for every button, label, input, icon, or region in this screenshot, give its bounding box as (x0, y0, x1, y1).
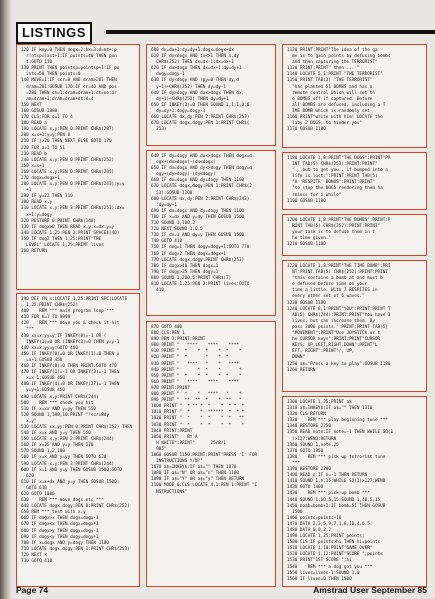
code-line: me is to gain points by defusing bombs (287, 54, 391, 60)
code-line: 550 LOCATE x,y:PEN 2:PRINT CHR$(244) (21, 437, 115, 443)
code-line: "...but to get you.. if bumped into a (287, 168, 388, 174)
code-line: NSTRUCTIONS" (151, 489, 188, 495)
code-line: +1 (21, 188, 32, 194)
code-line: e BOMBS off if captured. Before (287, 96, 373, 102)
header-rule (106, 30, 435, 34)
code-line: 650 IF INKEY(3)=0 THEN SOUND 1,1,1,0,6 (151, 102, 250, 108)
code-line: 120 IF key=0 THEN dogx=2:bx=3:d=mt+:p (21, 48, 117, 53)
code-line: your task is to defuse them in t (287, 230, 375, 236)
code-line: 1200 LOCATE 1,8:PRINT"THE BOMBS":PRINT:P (287, 218, 391, 223)
code-line: 1230 GOSUB 1180 (287, 300, 326, 306)
code-line: 690 IF dx=dogx AND dy=dogy THEN 1100 (151, 208, 245, 214)
code-line: 1240 LOCATE 8,1:PRINT"YOU":PRINT:PRINT T (287, 306, 391, 312)
code-line: 1130 PRINT:PRINT" then ... " (287, 66, 360, 72)
code-line: 680 IF dogy>y THEN dogy=dogy-1 (21, 528, 99, 534)
code-line: 660 LOCATE dx,dy:PEN 2:PRINT CHR$(253) (151, 115, 250, 121)
code-line: 1090 IF a$="Y" OR a$="y" THEN RETURN (151, 477, 245, 483)
code-line: 470 IF INKEY(1)=-1 OR INKEY(3)=-1 THEN (21, 370, 120, 376)
code-line: 760 IF dog=2 THEN dogx=dogx+1 (151, 251, 227, 257)
code-line: 410 FOR k=1 TO 9999 (21, 315, 71, 321)
code-line: 270 dogx=dogx+1 (21, 175, 60, 181)
code-line: x=x-1:GOSUB 450 (21, 376, 65, 382)
code-line: =280 THEN ch=1:dram=dram+1:dt=oe:dr (21, 90, 117, 96)
code-line: 500 REM *** check you hit (21, 400, 94, 406)
code-line: 680 LOCATE dx,dy:PEN 2:PRINT CHR$(243) (151, 196, 250, 202)
code-line: 490 LOCATE x,y:PRINT CHR$(244) (21, 394, 99, 400)
code-line: every other set of 6 waves." (287, 294, 365, 300)
code-line: 130 PRINT THEN pointsp=pointsp+1:IF po (21, 66, 120, 72)
code-line: dram=281:GOSUB 170:IF cr=40 AND pos (21, 84, 117, 90)
code-line: 900 PRINT " **** **** **** (151, 343, 239, 349)
code-line: 230 READ b (21, 151, 47, 157)
code-line: 410 (151, 288, 164, 294)
code-line: 1500 (287, 509, 303, 515)
code-line: 670 LOCATE dogx,dogy:PEN 1:PRINT CHR$(2 (151, 184, 252, 190)
code-line: 1390 RESTORE 2280 (287, 467, 331, 473)
code-line: 1350 READ note:IF note=-1 THEN WHILE SQ(1 (287, 430, 394, 436)
code-line: 260 LOCATE x,y:PEN 0:PRINT CHR$(205) (21, 169, 115, 175)
code-line: 520 SOUND 1,100,10:PRINT "!scr=8dy (21, 412, 109, 418)
code-line: 700 IF x=dx AND y=dy THEN GOSUB 1500 (151, 214, 245, 220)
code-line: 1330 REM *** play beginning tune *** (287, 418, 388, 424)
listing-box (282, 44, 427, 148)
code-line: 1370 GOTO 1350 (287, 448, 324, 454)
section-header (12, 22, 435, 42)
listing-box (282, 214, 427, 256)
code-line: 280 LOCATE x,y:PEN 0:PRINT CHR$(243):y=y (21, 182, 125, 188)
code-line: 460 IF INKEY(8)=0 THEN PRINT:GOTO 470 (21, 364, 117, 370)
code-line: 1080 IF a$="N" OR a$="n" THEN 1100 (151, 471, 239, 477)
code-line: 1220 LOCATE 1,8:PRINT"THE TIME BOMB":PRI (287, 264, 391, 269)
code-line: 1490 LOCATE 1,25:PRINT points; (287, 534, 365, 540)
code-line: 1000 PRINT " * ** * * * * * * (151, 404, 245, 410)
code-line: 1420 GOTO 1400 (287, 485, 324, 491)
code-line: y+1)+CHR$(252) THEN dy=dy-1 (151, 84, 227, 90)
code-line: x,y" (21, 418, 37, 424)
code-line: 360 RETURN (21, 249, 47, 255)
code-line: 720 NEXT k (21, 552, 47, 558)
code-line: "MOVEMENT":PRINT"Use JOYSTICK or t (287, 331, 381, 337)
code-line: *** (21, 327, 34, 333)
code-line: INSTRUCTIONS Y/N?" (151, 459, 203, 465)
code-line: ogy+(dy>dogy)-(dy<dogy) (151, 172, 216, 178)
code-line: 710 LOCATE dogx,dogy:PEN 1:PRINT CHR$(253) (21, 546, 130, 552)
code-line: 670 LOCATE dogx,dogy:PEN 1:PRINT CHR$( (151, 121, 250, 127)
code-line: 1540 REM *** a dog got you *** (287, 564, 373, 570)
code-line: 660 IF dogx>x THEN dogx=dogx-1 (21, 516, 99, 522)
binding-spine (0, 0, 12, 599)
code-line: 890 PEN 3:PRINT:PRINT (151, 337, 206, 343)
code-line: 720 NEXT:SOUND 1,0,5 (151, 227, 203, 233)
code-line: 53):GOSUB 1100 (151, 190, 193, 196)
code-line: 970 PRINT:PRINT (151, 385, 190, 391)
code-line: 340 LOCATE 1,25:PEN 3:PRINT SPACE$(40) (21, 230, 120, 236)
code-line: 990 PRINT " ** ** * * ** * (151, 398, 242, 404)
code-line: 200 x=x+1:y=y:PEN 0 (21, 133, 71, 139)
code-line: 1360 SOUND 1,note,25 (287, 442, 339, 448)
code-line: 670 IF dogx<x THEN dogx=dogx+1 (21, 522, 99, 528)
code-line: "A 'RESPITE' BONUS":PRINT:PRINT" (287, 180, 375, 186)
code-line: 1300 LOCATE 1,25:PRINT a$ (287, 400, 352, 405)
code-line: 420 REM *** move you & check it hit (21, 321, 120, 327)
code-line: dogy=dogy-1 (151, 72, 185, 78)
code-line: 1180 LOCATE 1,8:PRINT"THE DOGS":PRINT"PR (287, 156, 391, 161)
code-line: 240 LOCATE x,y:PEN 0:PRINT CHR$(252) (21, 157, 115, 163)
code-line: 1160 PRINT"write with him! LOCATE the (287, 115, 383, 121)
code-line: NT:PRINT TAB(5) CHR$(252):PRINT:PRINT (287, 270, 388, 276)
code-line: 1170 GOSUB 1180 (287, 127, 326, 133)
code-line: 1500 CLS:IF points>hi THEN hi=points (287, 540, 381, 546)
code-line: INT TAB(5) CHR$(253):PRINT:PRINT" (287, 162, 378, 168)
code-line: 540 IF x=x AND y=y THEN 550 (21, 431, 91, 437)
code-line: 430 xx=x:yy=y:IF INKEY(8)=-1 OR ( (21, 333, 107, 339)
code-line: 1320 CLS:RETURN (287, 412, 326, 418)
code-line: 660 IF dx=dogx AND dy=dogy THEN 1100 (151, 178, 245, 184)
listing-box (282, 152, 427, 210)
code-line: 740 GOTO 410 (151, 239, 183, 245)
code-line: 150 NEXT (21, 102, 42, 108)
listing-box (16, 44, 140, 290)
code-line: 790 IF dogy>25 THEN dogy=1 (151, 269, 219, 275)
code-line: 1050 PRINT" BY A (151, 434, 198, 440)
code-line: dy=dy+1:dogy=dogy-1 (151, 108, 206, 114)
code-line: he time given." (287, 236, 331, 242)
code-line: 350 IF dog2 THEN 1,25:PRINT"THE (21, 236, 102, 242)
code-line: "has planted 51 BOMBS and has a (287, 84, 373, 90)
code-line: 220 FOR a=1 TO 51 (21, 145, 65, 151)
code-line: "to stop the DOGS rendering them ha (287, 186, 383, 192)
code-line: laby 2 DOGS, to hinder you" (287, 121, 363, 127)
code-line: 1150 PRINT TAB(3) "THE TERRORIST" (287, 78, 373, 84)
code-line: 1100 MODE 0:CLS:LOCATE 4,1:PEN 1:PRINT "I (151, 483, 258, 489)
code-line: 985" (151, 446, 167, 452)
code-line: 710 SOUND 1,100,2 (151, 221, 195, 227)
code-line: he CURSOR keys":PRINT:PRINT"CURSOR (287, 337, 381, 343)
code-line: 1400 READ n:IF n=-1 THEN RETURN (287, 473, 368, 479)
code-line: 750 IF dog=1 THEN dogy=dogy+1:GOTO 770 (151, 245, 250, 251)
code-line: 1440 SOUND 1,60,5,15:SOUND 1,40,5,15 (287, 497, 381, 503)
code-line: 630 IF dy<dogy AND (py=0 THEN dy,d (151, 78, 239, 84)
code-line: 600 IF x=1 AND y=y THEN GOSUB 1500:GOTO (21, 467, 122, 473)
code-line: 390 DEF FN x:LOCATE 1,25:PRINT SPC(LOCATE (21, 297, 128, 302)
code-line: 1040 PRINT:PRINT (151, 428, 193, 434)
code-line: GOTO 610 (21, 485, 47, 491)
code-line: 1,25:PRINT CHR$(252) (21, 303, 78, 309)
code-line: 610 IF dx<dogx AND tx<>1 THEN x,dy (151, 54, 239, 60)
code-line: t:GOTO 130 (21, 60, 53, 66)
code-line: 1250 a$="Press a key to play":GOSUB 1180 (287, 361, 391, 367)
code-line: 780 IF dogx>40 THEN dogx=1 (151, 263, 219, 269)
code-line: 980 PRINT " * * **** * * (151, 392, 242, 398)
code-line: 1530 PRINT"1ST SCORE ";hi (287, 558, 352, 564)
code-line: 1560 IF lives=0 THEN 1500 (287, 576, 352, 582)
code-line: 810 LOCATE 1,25:PEN 3:PRINT lives:GOTO (151, 281, 250, 287)
code-line: remote control which will set th (287, 90, 375, 96)
code-line: 1310 a$=INKEY$:IF a$="" THEN 1310 (287, 406, 373, 412)
code-line: 620 IF dx>dogx THEN dx=dx+1:dy=dy+1 (151, 66, 242, 72)
listing-box (282, 396, 427, 587)
code-line: AB(5) CHR$(244):PRINT:PRINT"You have 3 (287, 312, 391, 318)
listing-box (16, 293, 140, 587)
code-line: CHR$(252) THEN dx=dx-1:dx=dx+1 (151, 60, 234, 66)
code-line: 1010 PRINT " * * ****** * * * (151, 410, 245, 416)
code-line: 180 READ a (21, 121, 47, 127)
code-line: 1210 GOSUB 1180 (287, 242, 326, 248)
code-line: 580 IF x=x AND y=yy THEN GOTO 620 (21, 455, 107, 461)
code-line: 1460 points=points+10 (287, 515, 342, 521)
code-line: 1450 bomb=bomb+1:IF bomb=51 THEN GOSUB (287, 503, 386, 509)
code-line: 530 LOCATE xx,yy:PEN 0:PRINT CHR$(252) THEN (21, 424, 133, 430)
code-line: 1120 PRINT:PRINT"The idea of the ga (287, 48, 378, 53)
code-line: H WHITE":PRINT" 25/8/1 (151, 440, 227, 446)
code-line: and then capturing the TERRORIST" (287, 60, 378, 66)
page-number: Page 74 (16, 585, 49, 595)
code-line: ints=50 THEN points=0 (21, 72, 81, 78)
code-line: e defused before time on your (287, 282, 368, 288)
code-line: 920 PRINT " * * * * (151, 355, 229, 361)
code-line: 140 MOVE=1:IF scr=0 AND dram>281 THEN (21, 78, 117, 84)
listing-box (146, 321, 276, 587)
code-line: 700 IF x=dogx AND y=dogy THEN 1100 (21, 540, 109, 546)
code-line: 910 PRINT " * * * * * * (151, 349, 242, 355)
code-line: life is lost.":PRINT:PRINT TAB(5) (287, 174, 378, 180)
code-line: RINT TAB(5) CHR$(252):PRINT:PRINT" (287, 224, 381, 230)
code-line: 1410 SOUND 1,n,15:WHILE SQ(1)>127:WEND (287, 479, 386, 485)
listing-box (146, 44, 276, 146)
code-line: 210 IF j>26 THEN NEXT ELSE GOTO 170 (21, 139, 112, 145)
code-line: 730 IF dx=1 AND dy=y THEN GOSUB 1500 (151, 233, 245, 239)
code-line: 1480 DATA 0,0,2,2 (287, 527, 331, 533)
code-line: 960 PRINT " **** **** **** (151, 379, 239, 385)
code-line: 160 GOSUB 1880 (21, 108, 58, 114)
code-line: 650 IF dx=dogx AND dy<>dogy THEN dogy=d (151, 166, 252, 172)
code-line: 600 dx=dx+1:dy=dy+1:dogx=dogx+dx (151, 48, 234, 53)
code-line: pass 3000 points.":PRINT:PRINT TAB(5) (287, 324, 388, 330)
code-line: 170 CLS:FOR o=1 TO 4 (21, 115, 73, 121)
code-line: 253) (151, 127, 167, 133)
code-line: 1380 REM *** pick up terrorist tune (287, 454, 386, 460)
code-line: 620 (21, 473, 34, 479)
code-line: y=y+1:GOSUB 450 (21, 388, 65, 394)
code-line: EFT, RIGHT":PRINT"/, UP, (287, 349, 355, 355)
code-line: 770 LOCATE dogx,dogy:PRINT CHR$(253) (151, 257, 245, 263)
code-line: 880 CLS:PEN 1 (151, 331, 185, 337)
code-line: 650 REM *** test with x,y (21, 510, 86, 516)
code-line: 510 IF x=xx AND y=yy THEN 550 (21, 406, 97, 412)
code-line: 870 GOTO 400 (151, 325, 183, 330)
code-line: DOWN" (287, 355, 306, 361)
code-line: 1430 REM *** pick up bomb *** (287, 491, 370, 497)
code-line: lives, but can increase them. By (287, 318, 375, 324)
code-line: 1190 GOSUB 1180 (287, 198, 326, 204)
code-line: 400 REM *** main program loop *** (21, 309, 115, 315)
code-line: 190 LOCATE x,y:PEN 0:PRINT CHR$(287) (21, 127, 115, 133)
code-line: 330 IF dogx>0 THEN READ x,y:x=dx:y=y (21, 224, 115, 230)
listing-box (146, 150, 276, 316)
code-line: KEYS: UP,LEFT,RIGHT,DOWN":PRINT"L (287, 343, 378, 349)
code-line: 450 IF INKEY(8)=0 OR INKEY(1)=0 THEN x (21, 351, 120, 357)
code-line: 610 IF x=x+dx AND y=y THEN GOSUB 1500: (21, 479, 120, 485)
code-line: 730 GOTO 410 (21, 559, 53, 565)
code-line: LEVEL":LOCATE 1,25:PRINT lives (21, 243, 104, 248)
code-line: *** (287, 460, 300, 466)
code-line: 930 PRINT " **** * * **** (151, 361, 239, 367)
code-line: 630 REM *** move dogs etc *** (21, 498, 104, 504)
code-line: 1510 LOCATE 1,10:PRINT"GAME OVER" (287, 546, 373, 552)
code-line: 570 SOUND 1,2,100 (21, 449, 65, 455)
code-line: 640 IF dy>dogy AND dx<>dogx THEN dx, (151, 90, 245, 96)
code-line: 1550 lives=lives-1:SOUND 1,0 (287, 570, 360, 576)
code-line: 560 IF x=25 AND y=y THEN 570 (21, 443, 94, 449)
code-line: 320 RESTORE 0:PRINT CHR$(148) (21, 218, 97, 224)
code-line: 480 IF INKEY(4)=0 OR INKEY(27)=-1 THEN (21, 382, 120, 388)
code-line: time a little. With 7 RESPITES in (287, 288, 378, 294)
code-line: 690 IF dogy<y THEN dogy=dogy+1 (21, 534, 99, 540)
code-line: 950 PRINT " * * * * * * (151, 373, 242, 379)
code-line: =x+1:GOSUB 450 (21, 357, 63, 363)
code-line: INKEY(1)=0 OR (INKEY(3)=0 THEN y=y-1 (21, 339, 120, 345)
code-line: 620 GOTO 1000 (21, 492, 55, 497)
code-line: ogx+(dx>dogx)-(dx<dogx) (151, 160, 216, 166)
code-line: x+1:y=dogy (21, 212, 53, 218)
section-title: LISTINGS (16, 22, 92, 44)
code-line: 1140 LOCATE 5,1:PRINT "THE TERRORIST" (287, 72, 383, 78)
code-line: :dy=dy+1 (151, 202, 177, 208)
code-line: 1060 GOSUB 1150:PRINT:PRINT"PRESS 'I' FOR (151, 452, 258, 458)
code-line: 290 IF y=22 THEN 310 (21, 194, 73, 200)
code-line: 640 IF dy=dogy AND dx<>dogx THEN dogx=d (151, 154, 252, 159)
code-line: 1030 PRINT " * * * * * * (151, 422, 245, 428)
code-line: 440 xx=x:yy=y:GOTO 460 (21, 345, 78, 351)
code-line: r!ntsp=last+1:IF points=40 THEN pun (21, 54, 117, 60)
code-line: 250 x=x+1 (21, 163, 45, 169)
magazine-credit: Amstrad User September 85 (313, 585, 427, 595)
code-line: am=dram+1:dram=dram+dt:d=4 (21, 96, 94, 102)
code-line: 1020 PRINT " * * * * * ** (151, 416, 245, 422)
code-line: )>127:WEND:RETURN (287, 436, 337, 442)
code-line: 1340 RESTORE 2250 (287, 424, 331, 430)
code-line: 1470 DATA 2,3,5,9,7,1,8,10,4,6,5 (287, 521, 370, 527)
code-line: 310 LOCATE x,y:PEN 3:PRINT CHR$(253):dx= (21, 206, 125, 212)
listing-box (282, 260, 427, 392)
code-line: 640 LOCATE dogx,dogy:PEN 0:PRINT CHR$(252) (21, 504, 130, 510)
code-line: 1260 RETURN (287, 367, 316, 373)
code-line: 800 SOUND 1,200,5:PRINT CHR$(7) (151, 275, 232, 281)
code-line: 940 PRINT " * * * * (151, 367, 242, 373)
code-line: all BOMBS are defused, including a T (287, 102, 386, 108)
code-line: rmless for a while" (287, 192, 342, 198)
code-line: dy+1)+CHR$(252) THEN dy=dy+1 (151, 96, 229, 102)
code-line: 1520 LOCATE 1,12:PRINT"SCORE ";points (287, 552, 383, 558)
code-line: "this contains a bomb at and must b (287, 276, 383, 282)
code-line: 300 READ x,y (21, 200, 53, 206)
code-line: IME BOMB which is randomly set (287, 108, 370, 114)
code-line: 590 LOCATE x,y:PEN 3:PRINT CHR$(244) (21, 461, 115, 467)
code-line: 1070 a$=INKEY$:IF a$="" THEN 1070 (151, 465, 237, 471)
